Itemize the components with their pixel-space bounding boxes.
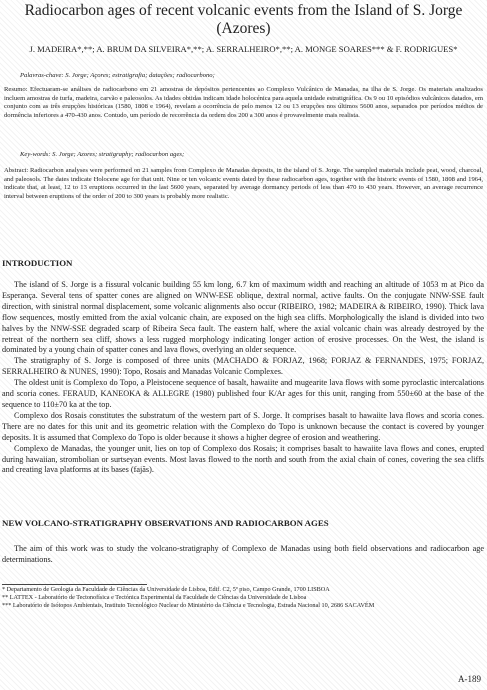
page-number: A-189 (458, 674, 481, 684)
introduction-heading: INTRODUCTION (2, 258, 73, 268)
intro-paragraph: The island of S. Jorge is a fissural volcanic building 55 km long, 6.7 km of maximum width and reaching an altitude of 1053 m at Pico da Esperança. Several tens of spatter cones are aligned on WNW-ESE oblique, dextral normal, active faults. On the conjugate NNW-SSE fault direction, with sinistral normal displacement, some volcanic alignments also occur (RIBEIRO, 1982; MADEIRA & RIBEIRO, 1990). Thick lava flow sequences, mostly emitted from the axial volcanic chain, are exposed on the high sea cliffs. Morphologically the island is divided into two halves by the NNW-SSE degraded scarp of Ribeira Seca fault. The eastern half, where the axial volcanic chain was already destroyed by the retreat of the northern sea cliff, shows a less rugged morphology indicating longer action of erosive processes. On the West, the island is dominated by a young chain of spatter cones and lava flows, overlying an older sequence. (2, 280, 484, 355)
abstract-paragraph: Abstract: Radiocarbon analyses were performed on 21 samples from Complexo de Manadas deposits, in the island of S. Jorge. The sampled materials include peat, wood, charcoal, and paleosols. The dates indicate Holocene age for that unit. Nine or ten volcanic events dated by these radiocarbon ages, together with the historic events of 1580, 1808 and 1964, indicate that, at least, 12 to 13 eruptions occurred in the last 5600 years, separated by average dormancy periods of less than 470 to 430 years. However, an average recurrence interval between eruptions of the order of 200 to 300 years is probably more realistic. (4, 167, 483, 200)
footnote: ** LATTEX - Laboratório de Tectonofísica e Tectónica Experimental da Faculdade de Ciências da Universidade de Lisboa (2, 594, 307, 602)
footnote: * Departamento de Geologia da Faculdade de Ciências da Universidade de Lisboa, Edif. C2, 5º piso, Campo Grande, 1700 LISBOA (2, 586, 330, 593)
introduction-body (2, 280, 484, 476)
section2-paragraph: The aim of this work was to study the volcano-stratigraphy of Complexo de Manadas using both field observations and radiocarbon age determinations. (2, 544, 484, 564)
paper-title: Radiocarbon ages of recent volcanic events from the Island of S. Jorge (Azores) (24, 2, 463, 37)
keywords: Key-words: S. Jorge; Azores; stratigraphy; radiocarbon ages; (20, 151, 185, 158)
section2-body (2, 544, 484, 566)
section2-heading: NEW VOLCANO-STRATIGRAPHY OBSERVATIONS AND RADIOCARBON AGES (2, 518, 329, 528)
intro-paragraph: The oldest unit is Complexo do Topo, a Pleistocene sequence of basalt, hawaiite and mugearite lava flows with some pyroclastic intercalations and scoria cones. FERAUD, KANEOKA & ALLEGRE (1980) published four K/Ar ages for this unit, ranging from 550±60 at the base of the sequence to 110±70 ka at the top. (2, 378, 484, 409)
intro-paragraph: Complexo de Manadas, the younger unit, lies on top of Complexo dos Rosais; it comprises basalt to hawaiite lava flows and cones, erupted during hawaiian, strombolian or surtseyan events. Most lavas flowed to the north and south from the axial chain of cones, covering the sea cliffs and creating lava platforms at its bases (fajãs). (2, 443, 484, 475)
author-list: J. MADEIRA*,**; A. BRUM DA SILVEIRA*,**; A. SERRALHEIRO*,**; A. MONGE SOARES*** & F. RODRIGUES* (29, 44, 458, 54)
footnote: *** Laboratório de Isótopos Ambientais, Instituto Tecnológico Nuclear do Ministério da Ciência e Tecnologia, Estrada Nacional 10, 2686 SACAVÉM (2, 602, 375, 610)
palavras-chave: Palavras-chave: S. Jorge; Açores; estratigrafia; datações; radiocarbono; (20, 72, 215, 79)
footnotes (2, 586, 483, 611)
footnote-rule (2, 584, 147, 585)
intro-paragraph: Complexo dos Rosais constitutes the substratum of the western part of S. Jorge. It comprises basalt to hawaiite lava flows and scoria cones. There are no dates for this unit and its geometric relation with the Complexo do Topo is unknown because the contact is covered by younger deposits. It is assumed that Complexo do Topo is older because it shows a higher degree of erosion and weathering. (2, 410, 484, 442)
intro-paragraph: The stratigraphy of S. Jorge is composed of three units (MACHADO & FORJAZ, 1968; FORJAZ & FERNANDES, 1975; FORJAZ, SERRALHEIRO & NUNES, 1990): Topo, Rosais and Manadas Volcanic Complexes. (2, 356, 484, 377)
resumo-paragraph: Resumo: Efectuaram-se análises de radiocarbono em 21 amostras de depósitos pertencentes ao Complexo Vulcânico de Manadas, na ilha de S. Jorge. Os materiais analizados incluem amostras de turfa, madeira, carvão e paleosolos. As idades obtidas indicam idade holocénica para aquela unidade estratigráfica. Os 9 ou 10 episódios vulcânicos datados, em conjunto com as três erupções históricas (1580, 1808 e 1964), revelam a ocorrência de pelo menos 12 ou 13 erupções nos últimos 5600 anos, separados por períodos médios de dormência inferiores a 470-430 anos. Contudo, um período de recorrência da ordem dos 200 a 300 anos é provavelmente mais realista. (4, 86, 483, 119)
